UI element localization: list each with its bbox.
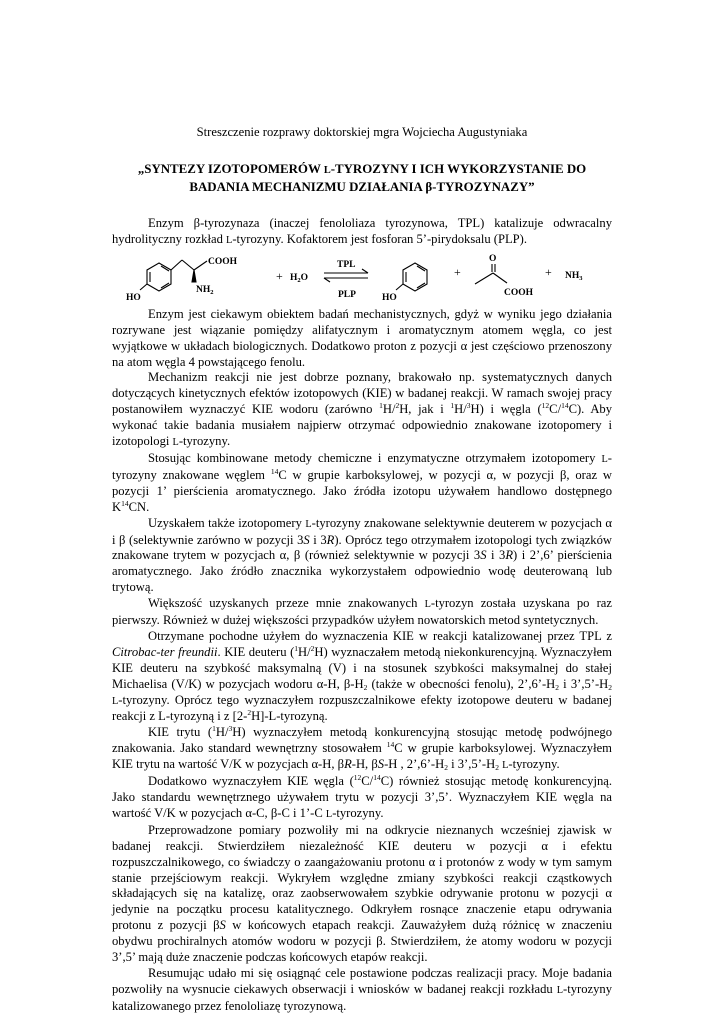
paragraph-6: Większość uzyskanych przeze mnie znakowanych L-tyrozyn została uzyskana po raz pierwszy. Również w dużej większości przypadków użyłem nowatorskich metod syntetycznych. [112, 596, 612, 628]
paragraph-1: Enzym β-tyrozynaza (inaczej fenololiaza tyrozynowa, TPL) katalizuje odwracalny hydrolityczny rozkład L-tyrozyny. Kofaktorem jest fosforan 5’-pirydoksalu (PLP). [112, 216, 612, 246]
paragraph-11: Resumując udało mi się osiągnąć cele postawione podczas realizacji pracy. Moje badania pozwoliły na wysnucie ciekawych obserwacji i wniosków w badanej reakcji rozkładu L-tyrozyny katalizowanego przez fenololiazę tyrozynową. [112, 965, 612, 1013]
ho-label-1: HO [126, 292, 141, 301]
tyrosine-ring [147, 263, 171, 291]
phenol-ring [403, 263, 427, 291]
water-label: $H_2O$ [290, 272, 309, 284]
plus-sign-3: + [545, 264, 552, 279]
paragraph-10: Przeprowadzone pomiary pozwoliły mi na odkrycie nieznanych wcześniej zjawisk w badanej reakcji. Stwierdziłem niezależność KIE deuteru w pozycji α i efektu rozpuszczalnikowego, co świadczy o zaangażowaniu protonu α i protonów z wody w tym samym stanie przejściowym reakcji. Wykryłem względne zmiany szybkości reakcji cząstkowych składających się na katalizę, oraz zaobserwowałem szybkie odrywanie protonu w pozycji α jedynie na początku procesu katalitycznego. Odkryłem rosnące znaczenie etapu odrywania protonu z pozycji βS w końcowych etapach reakcji. Zauważyłem dużą różnicę w znaczeniu obydwu prochiralnych atomów wodoru w pozycji β. Stwierdziłem, że atomy wodoru w pozycji 3’,5’ mają duże znaczenie podczas końcowych etapów reakcji. [112, 822, 612, 965]
paragraph-9: Dodatkowo wyznaczyłem KIE węgla ($^{12}$C/$^{14}$C) również stosując metodę konkurencyjną. Jako standardu wewnętrznego używałem trytu w pozycji 3’,5’. Wyznaczyłem KIE węgla na wartość V/K w pozycjach α-C, β-C i 1’-C L-tyrozyny. [112, 773, 612, 820]
plus-sign-1: + [276, 268, 283, 283]
paragraph-7: Otrzymane pochodne użyłem do wyznaczenia KIE w reakcji katalizowanej przez TPL z Citrobac-ter freundii. KIE deuteru ($^1$H/$^2$H) wyznaczałem metodą niekonkurencyjną. Wyznaczyłem KIE deuteru na szybkość maksymalną (V) i na stosunek szybkości maksymalnej do stałej Michaelisa (V/K) w pozycjach wodoru α-H, $\beta-H_2$ (także w obecności fenolu), $2’,6’-H_2$ i $3’,5’-H_2$ L-tyrozyny. Oprócz tego wyznaczyłem rozpuszczalnikowe efekty izotopowe deuteru w badanej reakcji z L-tyrozyną i z [2-$^2$H]-L-tyrozyną. [112, 628, 613, 724]
document-title: „SYNTEZY IZOTOPOMERÓW L-TYROZYNY I ICH WYKORZYSTANIE DO BADANIA MECHANIZMU DZIAŁANIA β-TYROZYNAZY” [137, 162, 587, 194]
plp-label: PLP [338, 289, 356, 300]
reaction-scheme [112, 251, 612, 301]
paragraph-4: Stosując kombinowane metody chemiczne i enzymatyczne otrzymałem izotopomery L-tyrozyny znakowane węglem $^{14}$C w grupie karboksylowej, w pozycji α, w pozycji β, oraz w pozycji 1’ pierścienia aromatycznego. Jako źródła izotopu używałem handlowo dostępnego $K^{14}CN$. [112, 450, 612, 514]
ammonia-label: $NH_3$ [565, 270, 583, 282]
oxo-label: O [489, 253, 497, 264]
paragraph-3: Mechanizm reakcji nie jest dobrze poznany, brakowało np. systematycznych danych dotyczących kinetycznych efektów izotopowych (KIE) w badanej reakcji. W ramach swojej pracy postanowiłem wyznaczyć KIE wodoru (zarówno $^1$H/$^2$H, jak i $^1$H/$^3$H) i węgla ($^{12}$C/$^{14}$C). Aby wykonać takie badania musiałem najpierw otrzymać odpowiednio znakowane izotopomery i izotopologi L-tyrozyny. [112, 370, 613, 449]
document-page [112, 124, 612, 1015]
tpl-label: TPL [337, 259, 356, 270]
cooh-label-1: COOH [208, 256, 238, 267]
document-header: Streszczenie rozprawy doktorskiej mgra Wojciecha Augustyniaka [196, 125, 528, 139]
paragraph-5: Uzyskałem także izotopomery L-tyrozyny znakowane selektywnie deuterem w pozycjach α i β (selektywnie zarówno w pozycji 3S i 3R). Oprócz tego otrzymałem izotopologi tych związków znakowane trytem w pozycjach α, β (również selektywnie w pozycji 3S i 3R) i 2’,6’ pierścienia aromatycznego. Jako źródło znacznika wykorzystałem odpowiednio wodę deuterowaną lub trytową. [112, 515, 612, 595]
paragraph-2: Enzym jest ciekawym obiektem badań mechanistycznych, gdyż w wyniku jego działania rozrywane jest wiązanie pomiędzy alifatycznym i aromatycznym atomem węgla, co jest wyjątkowe w układach biologicznych. Dodatkowo proton z pozycji α jest częściowo przenoszony na atom węgla 4 powstającego fenolu. [112, 306, 612, 369]
ho-label-2: HO [382, 292, 397, 301]
plus-sign-2: + [454, 264, 461, 279]
cooh-label-2: COOH [504, 287, 534, 298]
paragraph-8: KIE trytu ($^1$H/$^3$H) wyznaczyłem metodą konkurencyjną stosując metodę podwójnego znakowania. Jako standard wewnętrzny stosowałem $^{14}$C w grupie karboksylowej. Wyznaczyłem KIE trytu na wartość V/K w pozycjach α-H, βR-H, βS-H , $2’,6’-H_2$ i $3’,5’-H_2$ L-tyrozyny. [112, 724, 613, 773]
nh2-label: $NH_2$ [196, 284, 214, 296]
